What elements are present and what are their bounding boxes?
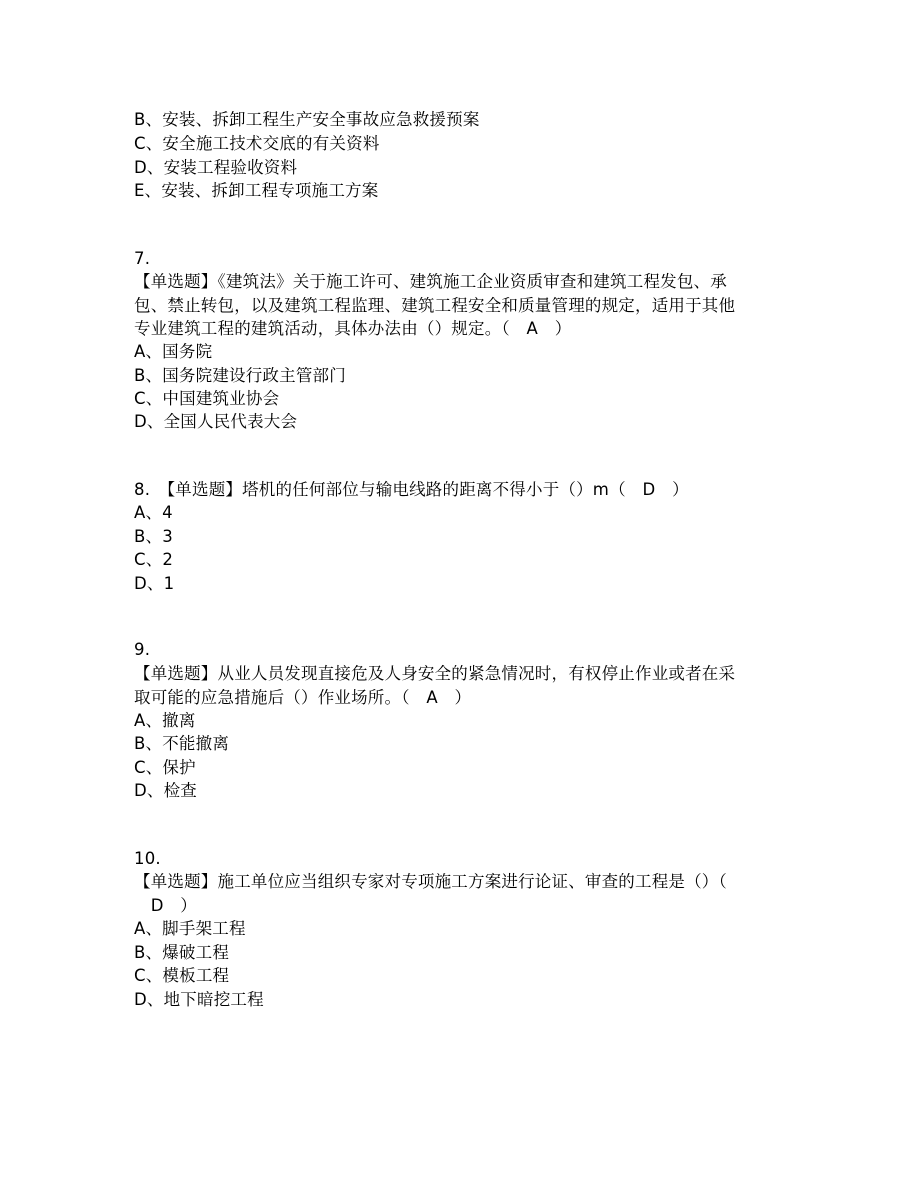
q6-option-d: D、安装工程验收资料 xyxy=(134,158,298,177)
q9-option-d: D、检查 xyxy=(134,781,198,800)
q6-option-e: E、安装、拆卸工程专项施工方案 xyxy=(134,181,379,200)
q6-option-b: B、安装、拆卸工程生产安全事故应急救援预案 xyxy=(134,110,480,129)
q8-option-b: B、3 xyxy=(134,527,173,546)
q7-option-a: A、国务院 xyxy=(134,342,213,361)
q10-stem-line-2: D ） xyxy=(134,896,198,915)
q7-option-b: B、国务院建设行政主管部门 xyxy=(134,366,346,385)
q7-stem-line-1: 【单选题】《建筑法》关于施工许可、建筑施工企业资质审查和建筑工程发包、承 xyxy=(134,272,727,291)
q6-option-c: C、安全施工技术交底的有关资料 xyxy=(134,134,380,153)
q8-stem-line-1: 8. 【单选题】塔机的任何部位与输电线路的距离不得小于（）m（ D ） xyxy=(134,480,689,499)
q10-option-d: D、地下暗挖工程 xyxy=(134,990,264,1009)
q9-number: 9. xyxy=(134,640,151,659)
q8-option-d: D、1 xyxy=(134,574,175,593)
q7-stem-line-3: 专业建筑工程的建筑活动，具体办法由（）规定。（ A ） xyxy=(134,319,572,338)
q10-option-b: B、爆破工程 xyxy=(134,943,230,962)
q7-option-d: D、全国人民代表大会 xyxy=(134,412,298,431)
q7-number: 7. xyxy=(134,249,151,268)
q9-stem-line-2: 取可能的应急措施后（）作业场所。（ A ） xyxy=(134,688,472,707)
q7-option-c: C、中国建筑业协会 xyxy=(134,389,280,408)
q9-option-a: A、撤离 xyxy=(134,711,196,730)
q10-stem-line-1: 【单选题】施工单位应当组织专家对专项施工方案进行论证、审查的工程是（）（ xyxy=(134,872,727,891)
q8-option-a: A、4 xyxy=(134,503,173,522)
q9-option-b: B、不能撤离 xyxy=(134,734,230,753)
q10-option-c: C、模板工程 xyxy=(134,966,230,985)
q7-stem-line-2: 包、禁止转包，以及建筑工程监理、建筑工程安全和质量管理的规定，适用于其他 xyxy=(134,296,736,315)
q9-stem-line-1: 【单选题】从业人员发现直接危及人身安全的紧急情况时，有权停止作业或者在采 xyxy=(134,664,736,683)
q9-option-c: C、保护 xyxy=(134,758,196,777)
q10-number: 10. xyxy=(134,849,161,868)
q8-option-c: C、2 xyxy=(134,550,174,569)
q10-option-a: A、脚手架工程 xyxy=(134,919,246,938)
